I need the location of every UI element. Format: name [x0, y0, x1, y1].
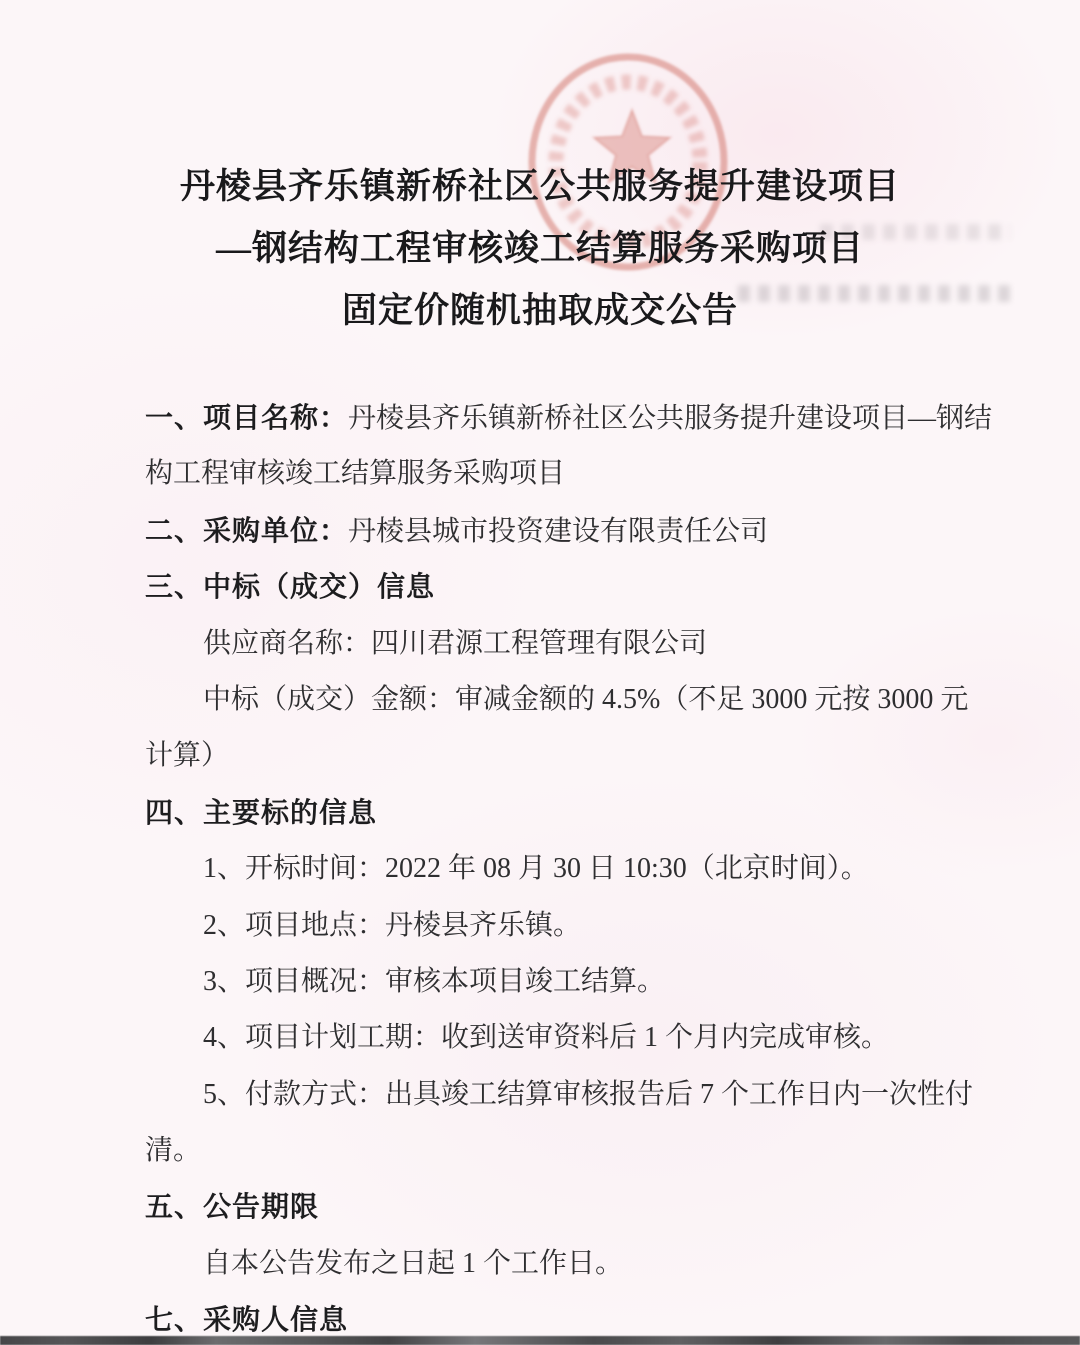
line-text: 中标（成交）金额：审减金额的 4.5%（不足 3000 元按 3000 元 — [203, 683, 969, 715]
body-line — [145, 446, 945, 502]
body-line — [145, 1123, 945, 1179]
body-line — [145, 390, 993, 446]
body-line — [145, 728, 945, 784]
line-text: 3、项目概况：审核本项目竣工结算。 — [203, 965, 666, 997]
body-line — [145, 672, 969, 728]
line-text: 4、项目计划工期：收到送审资料后 1 个月内完成审核。 — [203, 1022, 890, 1054]
line-text: 2、项目地点：丹棱县齐乐镇。 — [203, 909, 582, 941]
section-heading-label: 七、采购人信息 — [145, 1304, 349, 1336]
document-body — [145, 390, 993, 1345]
line-text: 1、开标时间：2022 年 08 月 30 日 10:30（北京时间）。 — [203, 853, 869, 885]
section-heading-label: 四、主要标的信息 — [145, 796, 378, 828]
title-line: 丹棱县齐乐镇新桥社区公共服务提升建设项目 — [179, 167, 900, 206]
body-line — [145, 954, 945, 1010]
body-line — [145, 898, 945, 954]
line-text: 丹棱县城市投资建设有限责任公司 — [348, 515, 769, 547]
body-line — [145, 1236, 945, 1292]
section-heading-label: 三、中标（成交）信息 — [145, 571, 436, 603]
title-line: —钢结构工程审核竣工结算服务采购项目 — [215, 229, 864, 268]
body-line — [145, 616, 945, 672]
body-line — [145, 841, 945, 897]
line-text: 计算） — [145, 740, 230, 772]
body-line — [145, 785, 945, 841]
body-line — [145, 1067, 974, 1123]
scan-edge-artifact — [0, 1336, 1080, 1345]
body-line — [145, 1010, 945, 1066]
document-title — [0, 156, 1080, 342]
line-text: 丹棱县齐乐镇新桥社区公共服务提升建设项目—钢结 — [348, 403, 993, 434]
section-heading-label: 二、采购单位： — [145, 514, 349, 546]
body-line — [145, 503, 945, 559]
line-text: 5、付款方式：出具竣工结算审核报告后 7 个工作日内一次性付 — [203, 1078, 974, 1110]
section-heading-label: 五、公告期限 — [145, 1191, 320, 1223]
line-text: 清。 — [145, 1135, 202, 1167]
section-heading-label: 一、项目名称： — [145, 402, 349, 433]
body-line — [145, 1179, 945, 1235]
line-text: 自本公告发布之日起 1 个工作日。 — [203, 1247, 624, 1279]
body-line — [145, 559, 945, 615]
line-text: 构工程审核竣工结算服务采购项目 — [145, 458, 566, 490]
title-line: 固定价随机抽取成交公告 — [341, 291, 738, 330]
line-text: 供应商名称：四川君源工程管理有限公司 — [203, 627, 708, 659]
